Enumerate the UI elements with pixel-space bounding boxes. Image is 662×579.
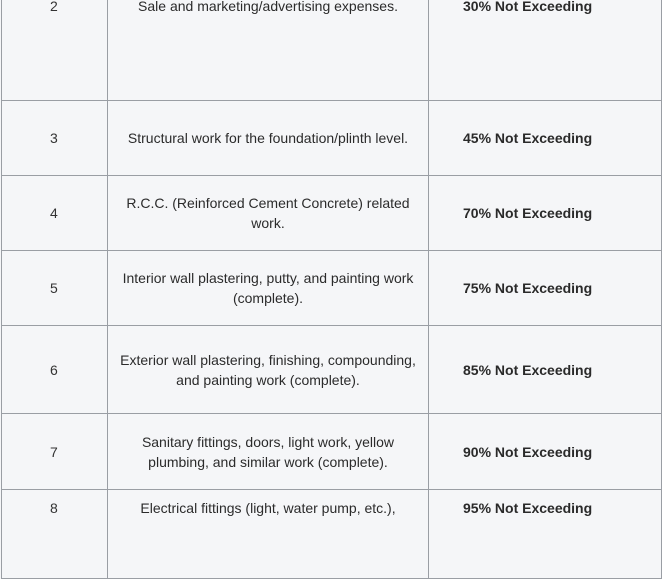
table-row bbox=[2, 0, 662, 101]
row-description: Electrical fittings (light, water pump, etc.), bbox=[108, 490, 429, 579]
table-row bbox=[2, 251, 662, 326]
row-payment-limit: 70% Not Exceeding bbox=[429, 176, 662, 251]
table-row bbox=[2, 326, 662, 414]
row-description: Sale and marketing/advertising expenses. bbox=[108, 0, 429, 101]
row-payment-limit: 90% Not Exceeding bbox=[429, 414, 662, 490]
row-payment-limit: 95% Not Exceeding bbox=[429, 490, 662, 579]
row-payment-limit: 30% Not Exceeding bbox=[429, 0, 662, 101]
row-number: 6 bbox=[2, 326, 108, 414]
row-description: Sanitary fittings, doors, light work, yellow plumbing, and similar work (complete). bbox=[108, 414, 429, 490]
table-row bbox=[2, 101, 662, 176]
row-description: R.C.C. (Reinforced Cement Concrete) related work. bbox=[108, 176, 429, 251]
row-number: 3 bbox=[2, 101, 108, 176]
payment-schedule-table bbox=[1, 0, 662, 579]
row-description: Interior wall plastering, putty, and painting work (complete). bbox=[108, 251, 429, 326]
row-number: 4 bbox=[2, 176, 108, 251]
row-number: 7 bbox=[2, 414, 108, 490]
row-number: 8 bbox=[2, 490, 108, 579]
row-payment-limit: 85% Not Exceeding bbox=[429, 326, 662, 414]
row-payment-limit: 75% Not Exceeding bbox=[429, 251, 662, 326]
table-row bbox=[2, 176, 662, 251]
table-row bbox=[2, 490, 662, 579]
row-payment-limit: 45% Not Exceeding bbox=[429, 101, 662, 176]
row-number: 2 bbox=[2, 0, 108, 101]
table-row bbox=[2, 414, 662, 490]
row-description: Exterior wall plastering, finishing, compounding, and painting work (complete). bbox=[108, 326, 429, 414]
row-number: 5 bbox=[2, 251, 108, 326]
row-description: Structural work for the foundation/plinth level. bbox=[108, 101, 429, 176]
